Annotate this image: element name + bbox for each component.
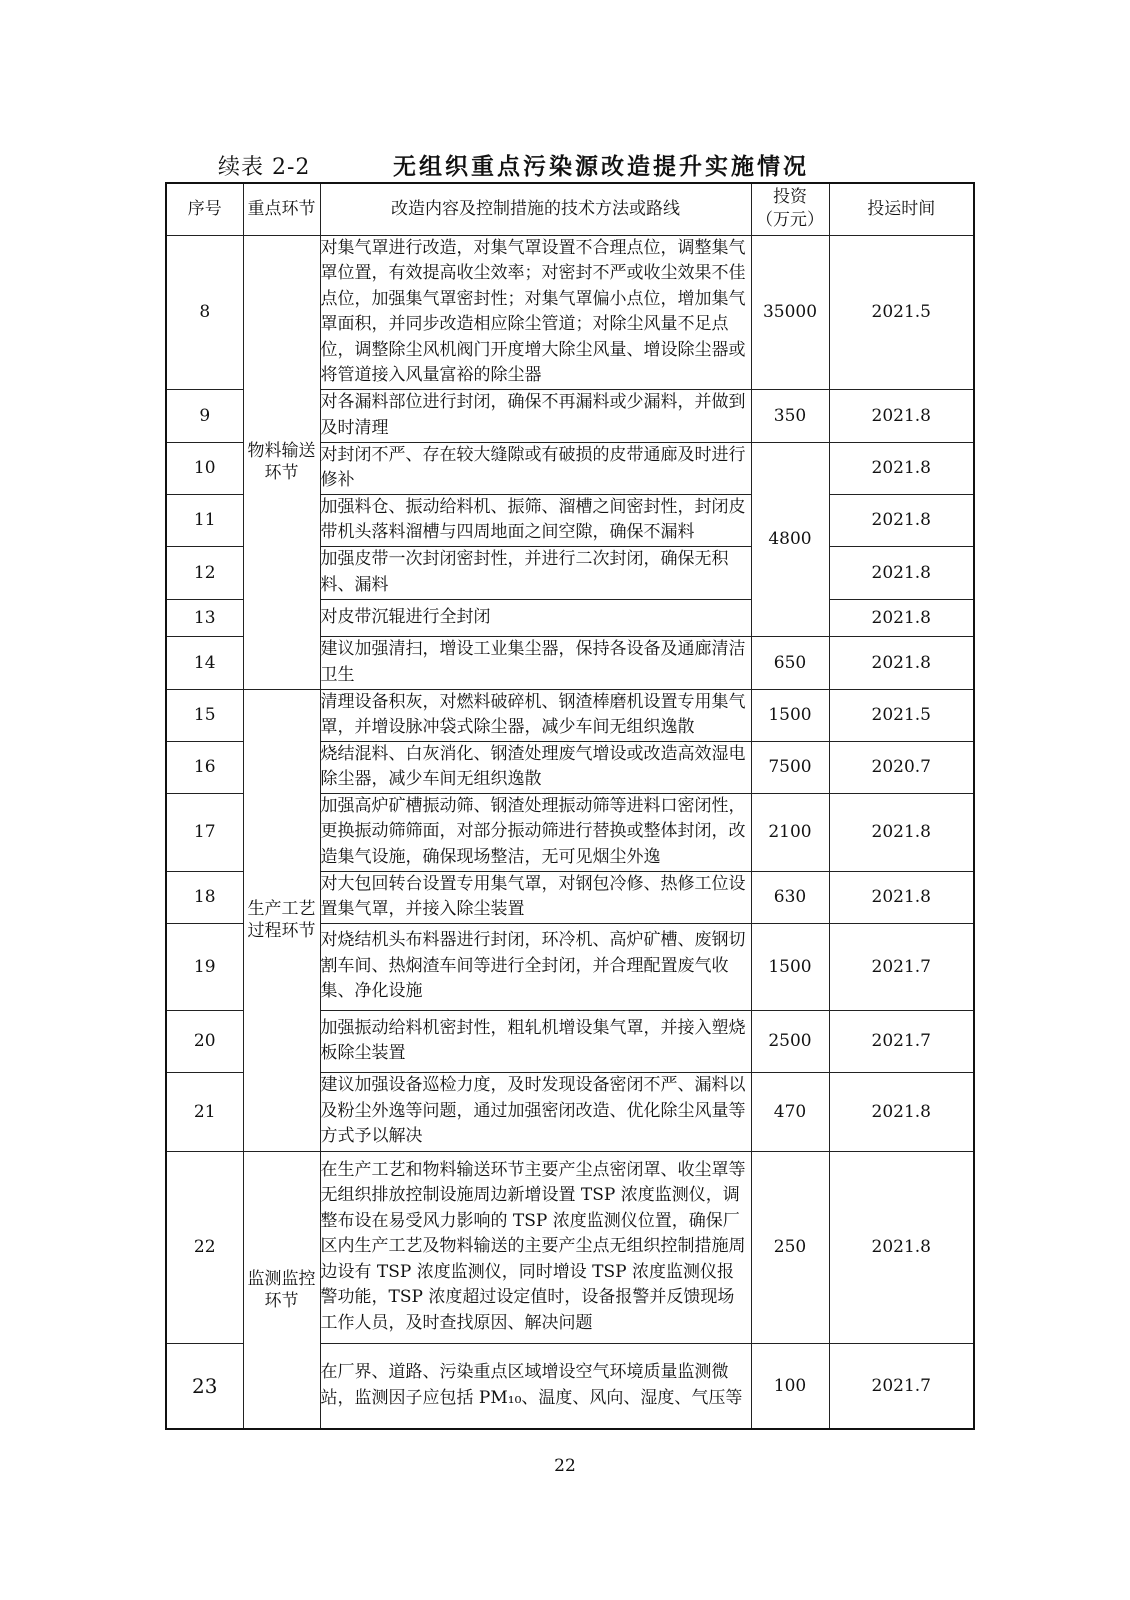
row-no: 16	[166, 741, 243, 793]
row-content: 建议加强设备巡检力度，及时发现设备密闭不严、漏料以及粉尘外逸等问题，通过加强密闭改造、优化除尘风量等方式予以解决	[320, 1072, 751, 1151]
row-no: 19	[166, 923, 243, 1010]
table-title: 无组织重点污染源改造提升实施情况	[393, 153, 809, 180]
row-content: 建议加强清扫，增设工业集尘器，保持各设备及通廊清洁卫生	[320, 636, 751, 689]
row-time: 2021.8	[829, 1072, 974, 1151]
row-time: 2021.7	[829, 1010, 974, 1072]
row-content: 在厂界、道路、污染重点区域增设空气环境质量监测微站，监测因子应包括 PM₁₀、温度、风向、湿度、气压等	[320, 1343, 751, 1429]
header-no: 序号	[166, 183, 243, 235]
page-number: 22	[554, 1456, 576, 1476]
row-content: 在生产工艺和物料输送环节主要产尘点密闭罩、收尘罩等无组织排放控制设施周边新增设置 TSP 浓度监测仪，调整布设在易受风力影响的 TSP 浓度监测仪位置，确保厂区内生产工艺及物料输送的主要产尘点无组织控制措施周边设有 TSP 浓度监测仪，同时增设 TSP 浓度监测仪报警功能，TSP 浓度超过设定值时，设备报警并反馈现场工作人员，及时查找原因、解决问题	[320, 1151, 751, 1343]
table-caption	[0, 148, 1130, 182]
category-process-label: 生产工艺过程环节	[247, 899, 316, 941]
header-investment-line1: 投资	[773, 187, 807, 208]
row-content: 加强振动给料机密封性，粗轧机增设集气罩，并接入塑烧板除尘装置	[320, 1010, 751, 1072]
row-content: 对封闭不严、存在较大缝隙或有破损的皮带通廊及时进行修补	[320, 442, 751, 494]
row-investment: 2500	[751, 1010, 829, 1072]
row-no: 11	[166, 494, 243, 546]
row-no: 18	[166, 871, 243, 923]
row-investment: 2100	[751, 793, 829, 871]
category-material	[243, 235, 320, 689]
row-investment: 630	[751, 871, 829, 923]
row-no: 8	[166, 235, 243, 389]
row-time: 2021.8	[829, 494, 974, 546]
row-investment: 650	[751, 636, 829, 689]
row-no: 12	[166, 546, 243, 599]
header-investment-line2: （万元）	[756, 210, 824, 231]
row-no: 15	[166, 689, 243, 741]
row-content: 加强皮带一次封闭密封性，并进行二次封闭，确保无积料、漏料	[320, 546, 751, 599]
category-material-label: 物料输送环节	[247, 441, 316, 483]
row-time: 2021.5	[829, 689, 974, 741]
pollution-source-table	[165, 182, 975, 1430]
row-investment: 1500	[751, 923, 829, 1010]
row-content: 对集气罩进行改造，对集气罩设置不合理点位，调整集气罩位置，有效提高收尘效率；对密封不严或收尘效果不佳点位，加强集气罩密封性；对集气罩偏小点位，增加集气罩面积，并同步改造相应除尘管道；对除尘风量不足点位，调整除尘风机阀门开度增大除尘风量、增设除尘器或将管道接入风量富裕的除尘器	[320, 235, 751, 389]
row-no: 17	[166, 793, 243, 871]
row-time: 2021.5	[829, 235, 974, 389]
category-process	[243, 689, 320, 1151]
row-content: 对皮带沉辊进行全封闭	[320, 599, 751, 636]
table-row	[166, 1151, 974, 1343]
row-no: 10	[166, 442, 243, 494]
row-content: 加强料仓、振动给料机、振筛、溜槽之间密封性，封闭皮带机头落料溜槽与四周地面之间空隙，确保不漏料	[320, 494, 751, 546]
table-row	[166, 689, 974, 741]
table-row	[166, 235, 974, 389]
row-no: 20	[166, 1010, 243, 1072]
row-time: 2021.8	[829, 599, 974, 636]
row-time: 2021.7	[829, 923, 974, 1010]
row-time: 2021.8	[829, 871, 974, 923]
row-investment: 7500	[751, 741, 829, 793]
row-investment: 250	[751, 1151, 829, 1343]
row-no: 9	[166, 389, 243, 442]
row-investment: 100	[751, 1343, 829, 1429]
row-time: 2021.8	[829, 442, 974, 494]
header-stage: 重点环节	[243, 183, 320, 235]
row-content: 烧结混料、白灰消化、钢渣处理废气增设或改造高效湿电除尘器，减少车间无组织逸散	[320, 741, 751, 793]
row-investment: 1500	[751, 689, 829, 741]
header-content: 改造内容及控制措施的技术方法或路线	[320, 183, 751, 235]
row-investment: 4800	[751, 442, 829, 636]
header-time: 投运时间	[829, 183, 974, 235]
category-monitor	[243, 1151, 320, 1429]
row-time: 2021.8	[829, 793, 974, 871]
header-investment	[751, 183, 829, 235]
row-no: 14	[166, 636, 243, 689]
row-time: 2021.8	[829, 1151, 974, 1343]
row-no: 13	[166, 599, 243, 636]
row-no: 21	[166, 1072, 243, 1151]
row-no: 23	[166, 1343, 243, 1429]
row-investment: 350	[751, 389, 829, 442]
header-row	[166, 183, 974, 235]
row-content: 对各漏料部位进行封闭，确保不再漏料或少漏料，并做到及时清理	[320, 389, 751, 442]
row-time: 2020.7	[829, 741, 974, 793]
row-investment: 35000	[751, 235, 829, 389]
table-label: 续表 2-2	[218, 155, 311, 180]
row-time: 2021.8	[829, 389, 974, 442]
row-content: 加强高炉矿槽振动筛、钢渣处理振动筛等进料口密闭性，更换振动筛筛面，对部分振动筛进行替换或整体封闭，改造集气设施，确保现场整洁，无可见烟尘外逸	[320, 793, 751, 871]
category-monitor-label: 监测监控环节	[247, 1268, 316, 1311]
row-investment: 470	[751, 1072, 829, 1151]
row-time: 2021.8	[829, 546, 974, 599]
row-no: 22	[166, 1151, 243, 1343]
row-time: 2021.7	[829, 1343, 974, 1429]
row-time: 2021.8	[829, 636, 974, 689]
row-content: 对烧结机头布料器进行封闭，环冷机、高炉矿槽、废钢切割车间、热焖渣车间等进行全封闭，并合理配置废气收集、净化设施	[320, 923, 751, 1010]
row-content: 清理设备积灰，对燃料破碎机、钢渣棒磨机设置专用集气罩，并增设脉冲袋式除尘器，减少车间无组织逸散	[320, 689, 751, 741]
row-content: 对大包回转台设置专用集气罩，对钢包冷修、热修工位设置集气罩，并接入除尘装置	[320, 871, 751, 923]
